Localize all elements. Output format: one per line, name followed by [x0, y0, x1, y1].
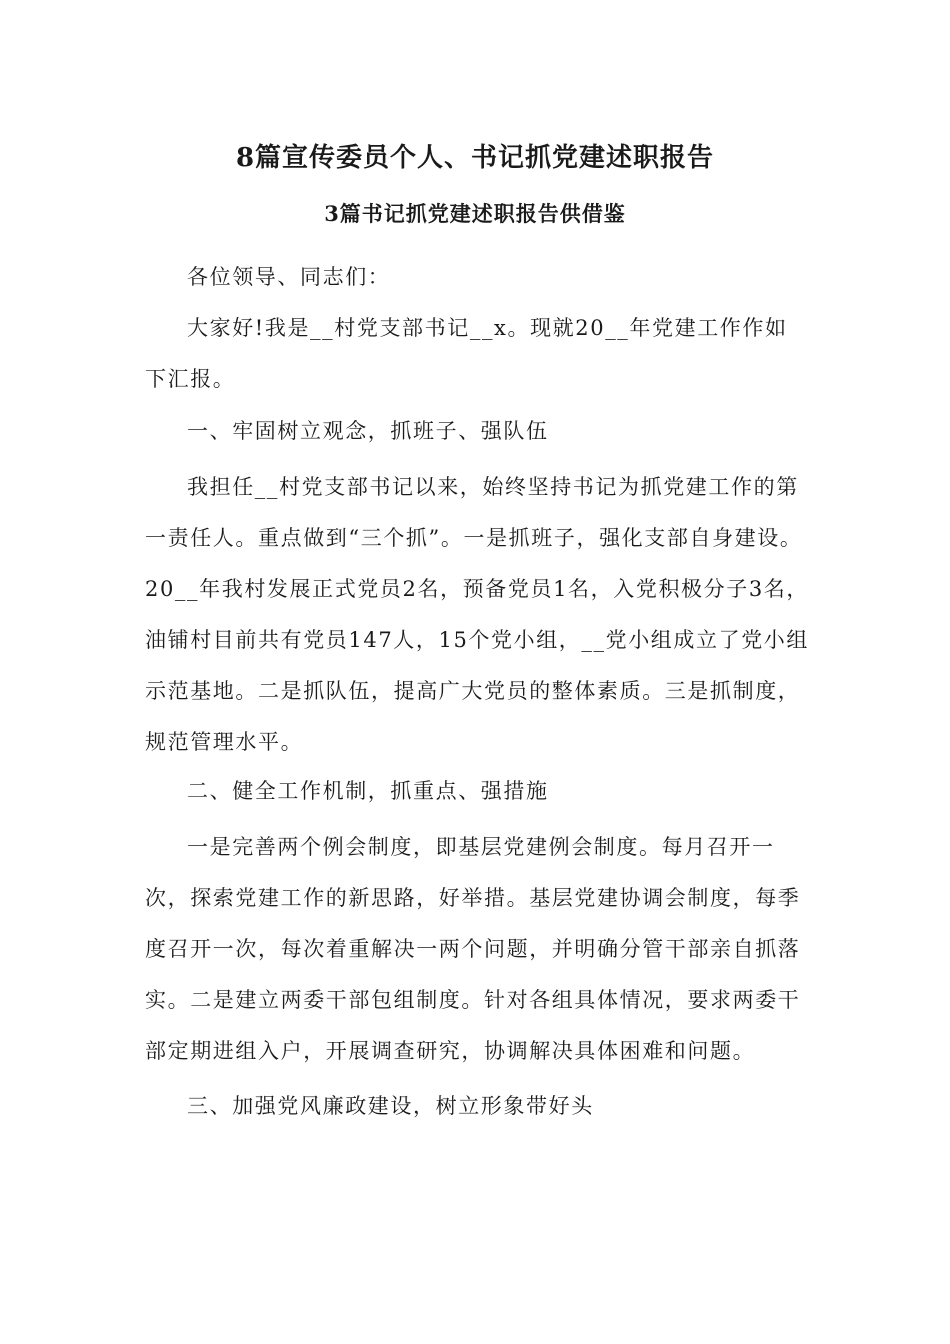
section-heading-2: 二、健全工作机制，抓重点、强措施	[187, 779, 549, 803]
section-body-1: 我担任__村党支部书记以来，始终坚持书记为抓党建工作的第一责任人。重点做到“三个抓”。一是抓班子，强化支部自身建设。20__年我村发展正式党员2名，预备党员1名，入党积极分子3名，油铺村目前共有党员147人，15个党小组，__党小组成立了党小组示范基地。二是抓队伍，提高广大党员的整体素质。三是抓制度，规范管理水平。	[145, 475, 810, 754]
greeting-paragraph: 各位领导、同志们：	[187, 265, 391, 289]
section-heading-1: 一、牢固树立观念，抓班子、强队伍	[187, 419, 549, 443]
section-body-2: 一是完善两个例会制度，即基层党建例会制度。每月召开一次，探索党建工作的新思路，好举措。基层党建协调会制度，每季度召开一次，每次着重解决一两个问题，并明确分管干部亲自抓落实。二是建立两委干部包组制度。针对各组具体情况，要求两委干部定期进组入户，开展调查研究，协调解决具体困难和问题。	[145, 835, 801, 1063]
section-heading-3: 三、加强党风廉政建设，树立形象带好头	[187, 1094, 594, 1118]
document-subtitle: 3篇书记抓党建述职报告供借鉴	[324, 201, 626, 226]
document-title: 8篇宣传委员个人、书记抓党建述职报告	[235, 143, 715, 173]
intro-paragraph: 大家好!我是__村党支部书记__x。现就20__年党建工作作如下汇报。	[145, 316, 788, 391]
